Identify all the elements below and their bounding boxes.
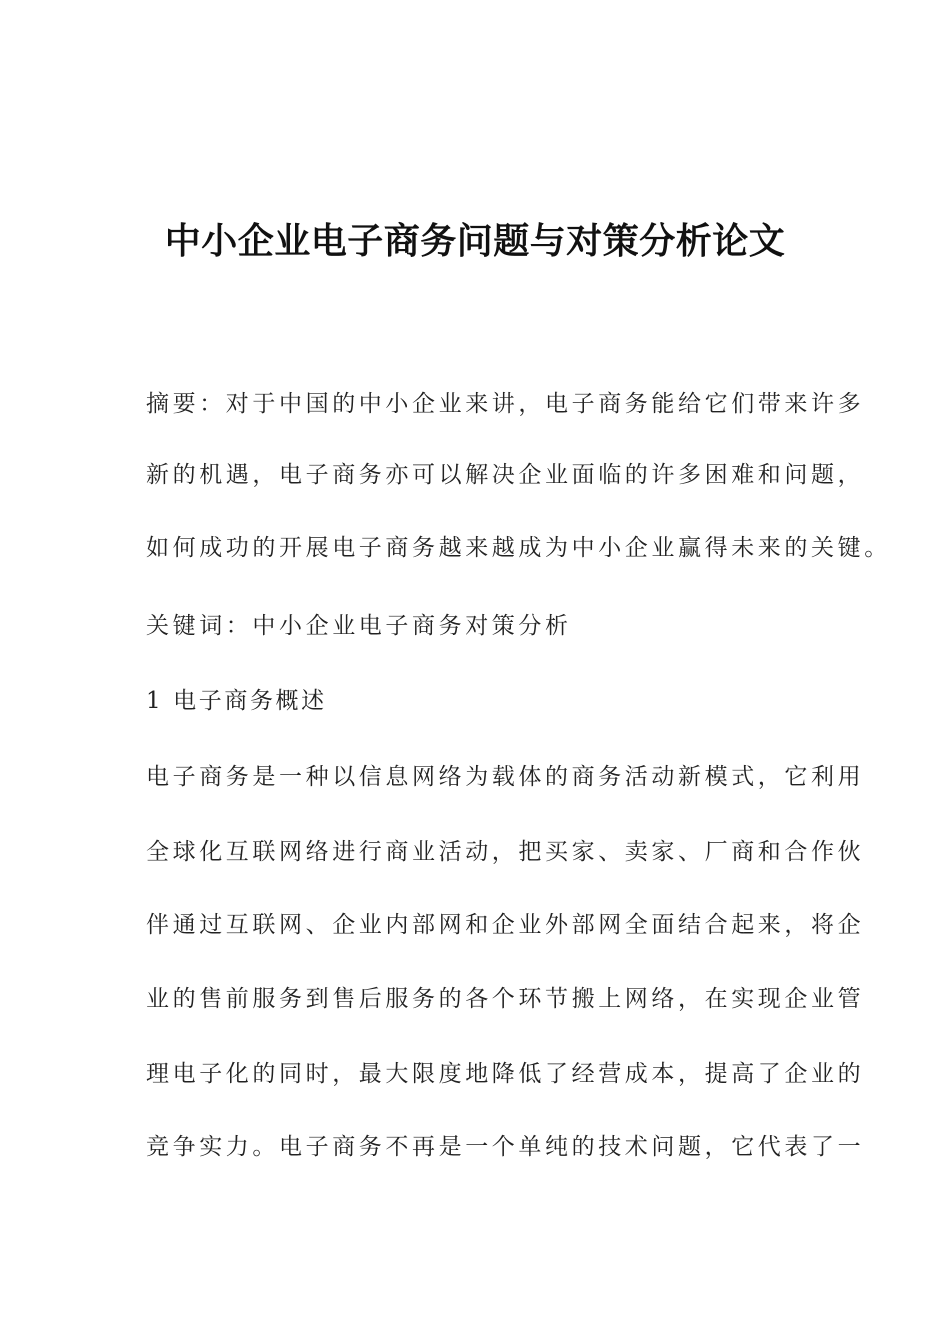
abstract-line: 如何成功的开展电子商务越来越成为中小企业赢得未来的关键。 bbox=[146, 535, 891, 561]
paragraph-line: 伴通过互联网、企业内部网和企业外部网全面结合起来，将企 bbox=[146, 912, 865, 938]
paragraph-line: 竞争实力。电子商务不再是一个单纯的技术问题，它代表了一 bbox=[146, 1134, 865, 1160]
abstract-line: 摘要：对于中国的中小企业来讲，电子商务能给它们带来许多 bbox=[146, 391, 865, 417]
paragraph-line: 理电子化的同时，最大限度地降低了经营成本，提高了企业的 bbox=[146, 1061, 865, 1087]
document-title: 中小企业电子商务问题与对策分析论文 bbox=[164, 221, 786, 262]
section-heading: 1 电子商务概述 bbox=[146, 688, 327, 714]
paragraph-line: 全球化互联网络进行商业活动，把买家、卖家、厂商和合作伙 bbox=[146, 839, 865, 865]
abstract-line: 新的机遇，电子商务亦可以解决企业面临的许多困难和问题， bbox=[146, 462, 865, 488]
keywords-line: 关键词：中小企业电子商务对策分析 bbox=[146, 613, 572, 639]
paragraph-line: 电子商务是一种以信息网络为载体的商务活动新模式，它利用 bbox=[146, 764, 865, 790]
paragraph-line: 业的售前服务到售后服务的各个环节搬上网络，在实现企业管 bbox=[146, 986, 865, 1012]
